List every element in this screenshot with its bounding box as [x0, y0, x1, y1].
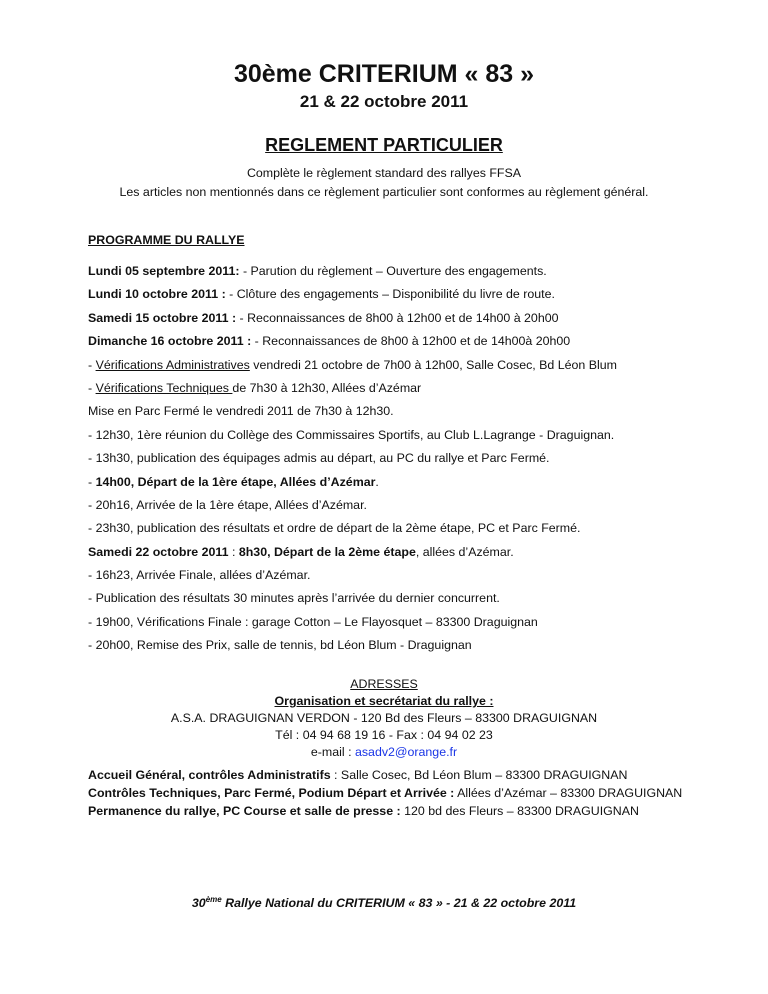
item-date: Samedi 22 octobre 2011 [88, 544, 229, 559]
venue-label: Contrôles Techniques, Parc Fermé, Podium Départ et Arrivée : [88, 786, 455, 800]
programme-item: - 23h30, publication des résultats et ordre de départ de la 2ème étape, PC et Parc Fermé. [88, 521, 581, 536]
venue-line [88, 802, 748, 820]
document-title: 30ème CRITERIUM « 83 » [233, 60, 535, 88]
programme-item [88, 473, 728, 496]
item-bold: 8h30, Départ de la 2ème étape [238, 544, 416, 559]
venues-block [88, 766, 748, 820]
footer-text: Rallye National du CRITERIUM « 83 » - 21 & 22 octobre 2011 [221, 896, 577, 911]
item-text: vendredi 21 octobre de 7h00 à 12h00, Salle Cosec, Bd Léon Blum [249, 357, 617, 372]
item-text: : [228, 544, 239, 559]
intro-line-2: Les articles non mentionnés dans ce règlement particulier sont conformes au règlement général. [119, 185, 649, 199]
item-underlined: Vérifications Administratives [95, 357, 250, 372]
item-dash: - [88, 474, 96, 489]
event-dates: 21 & 22 octobre 2011 [299, 92, 469, 111]
footer-superscript: ème [205, 895, 222, 904]
item-dash: - [88, 380, 96, 395]
programme-item [88, 356, 728, 379]
item-text: , allées d’Azémar. [415, 544, 514, 559]
email-label: e-mail : [310, 745, 355, 759]
programme-item: - 12h30, 1ère réunion du Collège des Commissaires Sportifs, au Club L.Lagrange - Draguignan. [88, 427, 615, 442]
item-date: Dimanche 16 octobre 2011 : [88, 334, 252, 349]
footer-number: 30 [191, 896, 206, 911]
item-date: Lundi 05 septembre 2011: [88, 264, 240, 278]
venue-label: Accueil Général, contrôles Administratifs [88, 768, 331, 782]
programme-item: - Publication des résultats 30 minutes après l’arrivée du dernier concurrent. [88, 591, 500, 606]
email-link[interactable]: asadv2@orange.fr [354, 745, 458, 759]
venue-address: 120 bd des Fleurs – 83300 DRAGUIGNAN [400, 804, 639, 818]
reglement-heading: REGLEMENT PARTICULIER [265, 135, 503, 155]
organisation-heading: Organisation et secrétariat du rallye : [274, 694, 494, 708]
item-bold: 14h00, Départ de la 1ère étape, Allées d’Azémar [95, 474, 376, 489]
phone-fax: Tél : 04 94 68 19 16 - Fax : 04 94 02 23 [275, 728, 493, 742]
item-date: Samedi 15 octobre 2011 : [88, 310, 237, 325]
programme-item [88, 543, 728, 566]
email-line [0, 744, 768, 761]
item-text: - Reconnaissances de 8h00 à 12h00 et de 14h00 à 20h00 [236, 310, 559, 325]
adresses-block [0, 676, 768, 761]
programme-item [88, 285, 728, 308]
item-text: - Reconnaissances de 8h00 à 12h00 et de 14h00à 20h00 [251, 334, 571, 349]
programme-item: - 13h30, publication des équipages admis au départ, au PC du rallye et Parc Fermé. [88, 451, 550, 466]
venue-address: Allées d’Azémar – 83300 DRAGUIGNAN [454, 786, 683, 800]
programme-list [88, 262, 728, 660]
intro-line-1: Complète le règlement standard des rallyes FFSA [246, 166, 522, 180]
programme-item [88, 262, 728, 285]
item-dash: - [88, 357, 96, 372]
item-underlined: Vérifications Techniques [95, 380, 233, 395]
programme-heading: PROGRAMME DU RALLYE [88, 233, 245, 247]
programme-item [88, 379, 728, 402]
page-footer [0, 895, 768, 910]
intro-text [0, 164, 768, 202]
asa-address: A.S.A. DRAGUIGNAN VERDON - 120 Bd des Fleurs – 83300 DRAGUIGNAN [170, 711, 598, 725]
venue-address: : Salle Cosec, Bd Léon Blum – 83300 DRAGUIGNAN [330, 768, 628, 782]
programme-item: Mise en Parc Fermé le vendredi 2011 de 7h30 à 12h30. [88, 404, 394, 419]
venue-line [88, 784, 748, 802]
item-text: - Clôture des engagements – Disponibilité du livre de route. [225, 287, 555, 302]
programme-item: - 19h00, Vérifications Finale : garage Cotton – Le Flayosquet – 83300 Draguignan [88, 614, 538, 629]
item-text: - Parution du règlement – Ouverture des engagements. [239, 264, 547, 278]
programme-item: - 20h16, Arrivée de la 1ère étape, Allées d’Azémar. [88, 497, 367, 512]
programme-item: - 20h00, Remise des Prix, salle de tennis, bd Léon Blum - Draguignan [88, 638, 472, 653]
venue-line [88, 766, 748, 784]
programme-item [88, 332, 728, 355]
item-text: de 7h30 à 12h30, Allées d’Azémar [232, 380, 422, 395]
item-text: . [375, 474, 379, 489]
programme-item [88, 309, 728, 332]
item-date: Lundi 10 octobre 2011 : [88, 287, 226, 302]
venue-label: Permanence du rallye, PC Course et salle de presse : [88, 804, 401, 818]
adresses-heading: ADRESSES [350, 677, 418, 691]
programme-item: - 16h23, Arrivée Finale, allées d’Azémar. [88, 568, 311, 583]
